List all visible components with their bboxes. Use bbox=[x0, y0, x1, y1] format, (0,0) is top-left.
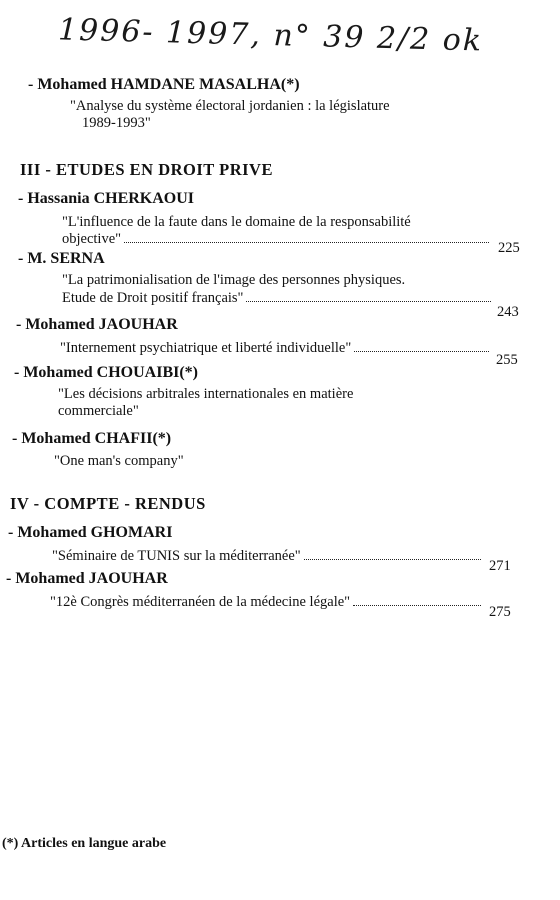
article-title-line: "La patrimonialisation de l'image des personnes physiques. bbox=[62, 272, 406, 288]
article-title-line: "L'influence de la faute dans le domaine de la responsabilité bbox=[62, 214, 411, 230]
author-name: - Mohamed HAMDANE MASALHA(*) bbox=[28, 76, 300, 93]
author-name: - M. SERNA bbox=[18, 250, 105, 267]
title-leader-line bbox=[52, 548, 484, 565]
article-title-line: objective" bbox=[62, 231, 122, 247]
article-title-line: Etude de Droit positif français" bbox=[62, 290, 244, 306]
author-name: - Mohamed CHOUAIBI(*) bbox=[14, 364, 198, 381]
title-leader-line bbox=[62, 231, 492, 248]
article-title-line: "Analyse du système électoral jordanien : la législature bbox=[70, 98, 390, 114]
article-title-line: "12è Congrès méditerranéen de la médecine légale" bbox=[50, 594, 351, 610]
page-number: 271 bbox=[489, 558, 511, 574]
author-name: - Mohamed GHOMARI bbox=[8, 524, 173, 541]
article-title-line: "Internement psychiatrique et liberté individuelle" bbox=[60, 340, 352, 356]
section-heading: III - ETUDES EN DROIT PRIVE bbox=[20, 160, 273, 179]
dot-leader bbox=[246, 300, 491, 302]
section-heading: IV - COMPTE - RENDUS bbox=[10, 494, 206, 513]
page-number: 275 bbox=[489, 604, 511, 620]
author-name: - Mohamed CHAFII(*) bbox=[12, 430, 172, 447]
title-leader-line bbox=[62, 290, 494, 307]
article-title-line: "One man's company" bbox=[54, 453, 184, 469]
author-name: - Mohamed JAOUHAR bbox=[16, 316, 178, 333]
article-title-line: commerciale" bbox=[58, 403, 139, 419]
dot-leader bbox=[354, 350, 489, 352]
author-name: - Mohamed JAOUHAR bbox=[6, 570, 168, 587]
dot-leader bbox=[353, 604, 481, 606]
page-number: 243 bbox=[497, 304, 519, 320]
page-number: 225 bbox=[498, 240, 520, 256]
handwritten-note: 1996- 1997, n° 39 2/2 ok bbox=[57, 12, 484, 59]
title-leader-line bbox=[60, 340, 492, 357]
dot-leader bbox=[124, 241, 489, 243]
article-title-line: "Les décisions arbitrales internationales en matière bbox=[58, 386, 354, 402]
footnote: (*) Articles en langue arabe bbox=[2, 836, 167, 851]
article-title-line: "Séminaire de TUNIS sur la méditerranée" bbox=[52, 548, 301, 564]
dot-leader bbox=[304, 558, 481, 560]
author-name: - Hassania CHERKAOUI bbox=[18, 190, 195, 207]
title-leader-line bbox=[50, 594, 484, 611]
page-number: 255 bbox=[496, 352, 518, 368]
article-title-line: 1989-1993" bbox=[82, 115, 151, 131]
